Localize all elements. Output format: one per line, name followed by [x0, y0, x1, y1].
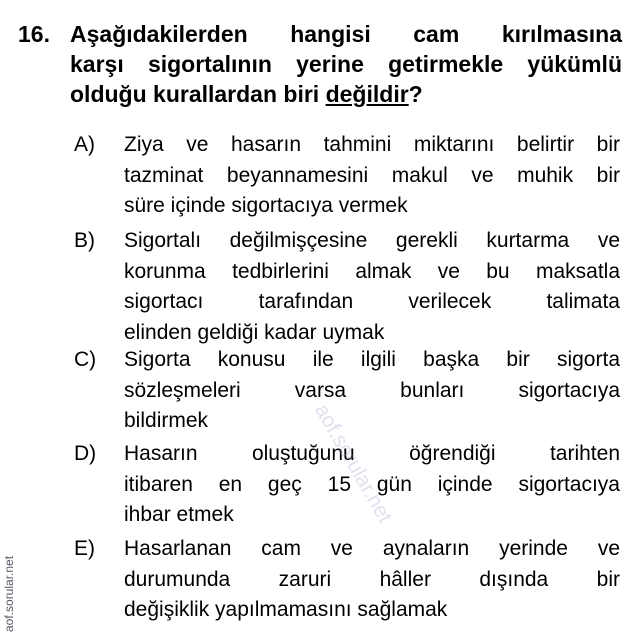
option-letter: C)	[74, 348, 97, 371]
option-line: sözleşmeleri varsa bunları sigortacıya	[124, 378, 620, 402]
option-line: ihbar etmek	[124, 503, 234, 526]
question-stem-line: karşı sigortalının yerine getirmekle yükümlü	[70, 51, 622, 77]
option-line: Hasarlanan cam ve aynaların yerinde ve	[124, 537, 620, 560]
option-line: elinden geldiği kadar uymak	[124, 320, 385, 344]
question-negation-emphasis: değildir	[325, 81, 409, 107]
option-line: itibaren en geç 15 gün içinde sigortacıya	[124, 472, 620, 496]
question-mark: ?	[408, 81, 423, 107]
option-line: Hasarın oluştuğunu öğrendiği tarihten	[124, 442, 620, 465]
option-line: korunma tedbirlerini almak ve bu maksatla	[124, 259, 620, 283]
option-letter: E)	[74, 537, 95, 560]
question-stem	[70, 20, 622, 110]
diagonal-watermark: aof.sorular.net	[310, 400, 397, 527]
option-letter: A)	[74, 133, 95, 156]
option-line: Sigortalı değilmişçesine gerekli kurtarma ve	[124, 229, 620, 252]
option-line: bildirmek	[124, 409, 209, 432]
option-text	[124, 227, 620, 349]
question-stem-line: Aşağıdakilerden hangisi cam kırılmasına	[70, 21, 622, 47]
option-line: süre içinde sigortacıya vermek	[124, 194, 408, 217]
option-letter: B)	[74, 229, 95, 252]
option-text	[124, 346, 620, 438]
option-line: Ziya ve hasarın tahmini miktarını belirtir bir	[124, 133, 620, 156]
question-stem-line	[70, 80, 622, 110]
option-line: değişiklik yapılmamasını sağlamak	[124, 598, 448, 621]
option-line: durumunda zaruri hâller dışında bir	[124, 567, 620, 591]
side-watermark: aof.sorular.net	[2, 555, 16, 632]
option-text	[124, 131, 620, 223]
option-line: Sigorta konusu ile ilgili başka bir sigorta	[124, 348, 620, 371]
question-number: 16.	[18, 21, 50, 47]
question-stem-text: olduğu kurallardan biri	[70, 81, 326, 107]
option-text	[124, 535, 620, 627]
option-letter: D)	[74, 442, 97, 465]
option-line: sigortacı tarafından verilecek talimata	[124, 290, 620, 313]
option-line: tazminat beyannamesini makul ve muhik bir	[124, 163, 620, 187]
